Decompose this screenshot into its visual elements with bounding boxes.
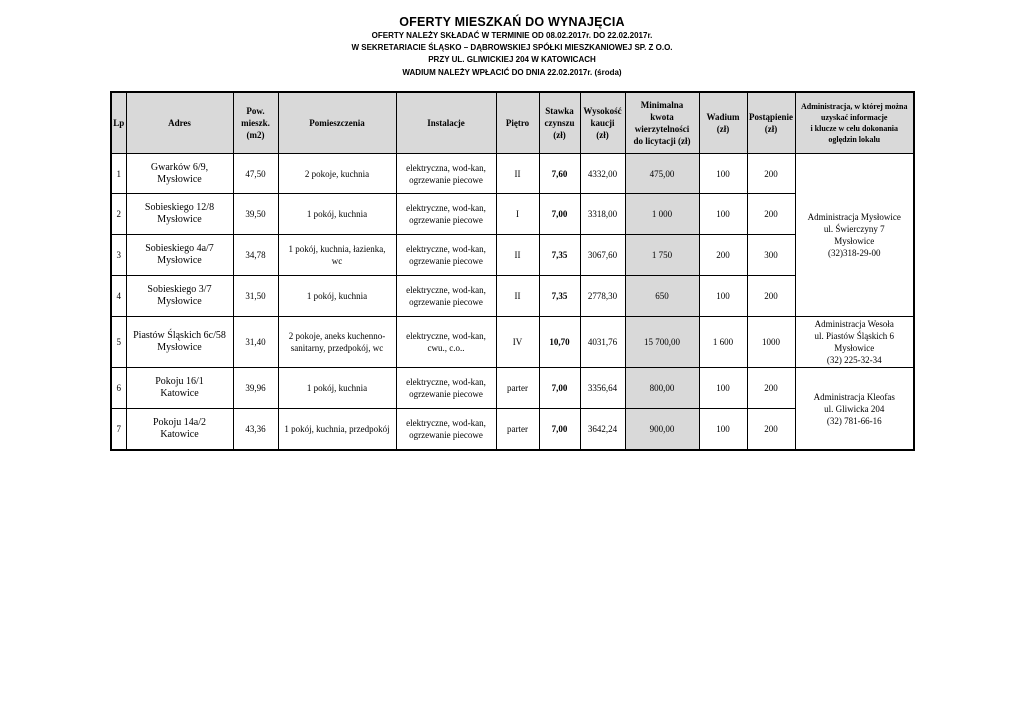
- cell-postapienie: 200: [747, 194, 795, 235]
- col-header-kaucja: Wysokość kaucji (zł): [580, 92, 625, 154]
- cell-pomieszczenia: 1 pokój, kuchnia: [278, 276, 396, 317]
- cell-instalacje: elektryczne, wod-kan, ogrzewanie piecowe: [396, 276, 496, 317]
- cell-postapienie: 200: [747, 154, 795, 194]
- cell-kaucja: 4031,76: [580, 317, 625, 368]
- offers-table: [110, 91, 915, 451]
- col-header-pow: Pow. mieszk. (m2): [233, 92, 278, 154]
- col-header-stawka: Stawka czynszu (zł): [539, 92, 580, 154]
- cell-lp: 4: [111, 276, 126, 317]
- table-header-row: [111, 92, 914, 154]
- cell-pomieszczenia: 2 pokoje, aneks kuchenno- sanitarny, przedpokój, wc: [278, 317, 396, 368]
- cell-min-kwota: 800,00: [625, 368, 699, 409]
- cell-min-kwota: 1 750: [625, 235, 699, 276]
- cell-wadium: 1 600: [699, 317, 747, 368]
- cell-stawka: 10,70: [539, 317, 580, 368]
- cell-wadium: 200: [699, 235, 747, 276]
- table-row: [111, 409, 914, 451]
- col-header-pomieszczenia: Pomieszczenia: [278, 92, 396, 154]
- cell-wadium: 100: [699, 194, 747, 235]
- cell-lp: 6: [111, 368, 126, 409]
- cell-kaucja: 3318,00: [580, 194, 625, 235]
- col-header-postapienie: Postąpienie (zł): [747, 92, 795, 154]
- col-header-min-kwota: Minimalna kwota wierzytelności do licytacji (zł): [625, 92, 699, 154]
- cell-pomieszczenia: 1 pokój, kuchnia: [278, 368, 396, 409]
- cell-wadium: 100: [699, 368, 747, 409]
- cell-kaucja: 3356,64: [580, 368, 625, 409]
- cell-stawka: 7,00: [539, 194, 580, 235]
- cell-pow: 39,96: [233, 368, 278, 409]
- cell-administracja: Administracja Mysłowice ul. Świerczyny 7 Mysłowice (32)318-29-00: [795, 154, 914, 317]
- cell-adres: Sobieskiego 3/7 Mysłowice: [126, 276, 233, 317]
- deadline-line: OFERTY NALEŻY SKŁADAĆ W TERMINIE OD 08.02.2017r. DO 22.02.2017r.: [371, 31, 653, 40]
- cell-wadium: 100: [699, 154, 747, 194]
- cell-min-kwota: 900,00: [625, 409, 699, 451]
- cell-postapienie: 200: [747, 409, 795, 451]
- cell-pomieszczenia: 2 pokoje, kuchnia: [278, 154, 396, 194]
- cell-pow: 31,50: [233, 276, 278, 317]
- cell-pietro: IV: [496, 317, 539, 368]
- document-header: [0, 14, 1024, 79]
- cell-stawka: 7,35: [539, 235, 580, 276]
- cell-pow: 34,78: [233, 235, 278, 276]
- address-line: PRZY UL. GLIWICKIEJ 204 W KATOWICACH: [428, 55, 596, 65]
- cell-pomieszczenia: 1 pokój, kuchnia, przedpokój: [278, 409, 396, 451]
- cell-lp: 5: [111, 317, 126, 368]
- cell-pietro: parter: [496, 409, 539, 451]
- cell-instalacje: elektryczne, wod-kan, ogrzewanie piecowe: [396, 368, 496, 409]
- cell-postapienie: 200: [747, 276, 795, 317]
- cell-stawka: 7,60: [539, 154, 580, 194]
- cell-adres: Pokoju 14a/2 Katowice: [126, 409, 233, 451]
- cell-pow: 47,50: [233, 154, 278, 194]
- cell-pow: 39,50: [233, 194, 278, 235]
- cell-adres: Piastów Śląskich 6c/58 Mysłowice: [126, 317, 233, 368]
- cell-wadium: 100: [699, 409, 747, 451]
- cell-instalacje: elektryczne, wod-kan, ogrzewanie piecowe: [396, 235, 496, 276]
- cell-postapienie: 300: [747, 235, 795, 276]
- cell-administracja: Administracja Wesoła ul. Piastów Śląskich 6 Mysłowice (32) 225-32-34: [795, 317, 914, 368]
- table-row: [111, 194, 914, 235]
- cell-lp: 2: [111, 194, 126, 235]
- col-header-instalacje: Instalacje: [396, 92, 496, 154]
- cell-lp: 7: [111, 409, 126, 451]
- cell-adres: Pokoju 16/1 Katowice: [126, 368, 233, 409]
- cell-postapienie: 200: [747, 368, 795, 409]
- cell-instalacje: elektryczne, wod-kan, cwu., c.o..: [396, 317, 496, 368]
- table-row: [111, 368, 914, 409]
- cell-kaucja: 3067,60: [580, 235, 625, 276]
- cell-kaucja: 4332,00: [580, 154, 625, 194]
- cell-kaucja: 2778,30: [580, 276, 625, 317]
- cell-administracja: Administracja Kleofas ul. Gliwicka 204 (32) 781-66-16: [795, 368, 914, 451]
- deposit-line: WADIUM NALEŻY WPŁACIĆ DO DNIA 22.02.2017r. (środa): [402, 67, 622, 77]
- cell-instalacje: elektryczna, wod-kan, ogrzewanie piecowe: [396, 154, 496, 194]
- cell-min-kwota: 475,00: [625, 154, 699, 194]
- cell-pow: 31,40: [233, 317, 278, 368]
- cell-pietro: I: [496, 194, 539, 235]
- cell-instalacje: elektryczne, wod-kan, ogrzewanie piecowe: [396, 194, 496, 235]
- cell-min-kwota: 15 700,00: [625, 317, 699, 368]
- cell-postapienie: 1000: [747, 317, 795, 368]
- cell-stawka: 7,35: [539, 276, 580, 317]
- cell-stawka: 7,00: [539, 409, 580, 451]
- cell-adres: Gwarków 6/9, Mysłowice: [126, 154, 233, 194]
- cell-pietro: II: [496, 154, 539, 194]
- col-header-lp: Lp: [111, 92, 126, 154]
- table-row: [111, 235, 914, 276]
- table-row: [111, 276, 914, 317]
- cell-kaucja: 3642,24: [580, 409, 625, 451]
- cell-pomieszczenia: 1 pokój, kuchnia, łazienka, wc: [278, 235, 396, 276]
- cell-adres: Sobieskiego 12/8 Mysłowice: [126, 194, 233, 235]
- cell-pomieszczenia: 1 pokój, kuchnia: [278, 194, 396, 235]
- cell-lp: 1: [111, 154, 126, 194]
- office-line: W SEKRETARIACIE ŚLĄSKO – DĄBROWSKIEJ SPÓŁKI MIESZKANIOWEJ SP. Z O.O.: [351, 43, 673, 53]
- cell-adres: Sobieskiego 4a/7 Mysłowice: [126, 235, 233, 276]
- cell-min-kwota: 650: [625, 276, 699, 317]
- cell-stawka: 7,00: [539, 368, 580, 409]
- col-header-adres: Adres: [126, 92, 233, 154]
- table-row: [111, 154, 914, 194]
- col-header-administracja: Administracja, w której można uzyskać informacje i klucze w celu dokonania oględzin lokalu: [795, 92, 914, 154]
- table-row: [111, 317, 914, 368]
- cell-lp: 3: [111, 235, 126, 276]
- cell-wadium: 100: [699, 276, 747, 317]
- cell-pietro: II: [496, 235, 539, 276]
- cell-pietro: parter: [496, 368, 539, 409]
- col-header-wadium: Wadium (zł): [699, 92, 747, 154]
- cell-instalacje: elektryczne, wod-kan, ogrzewanie piecowe: [396, 409, 496, 451]
- cell-pietro: II: [496, 276, 539, 317]
- cell-pow: 43,36: [233, 409, 278, 451]
- cell-min-kwota: 1 000: [625, 194, 699, 235]
- col-header-pietro: Piętro: [496, 92, 539, 154]
- page-title: OFERTY MIESZKAŃ DO WYNAJĘCIA: [399, 15, 625, 29]
